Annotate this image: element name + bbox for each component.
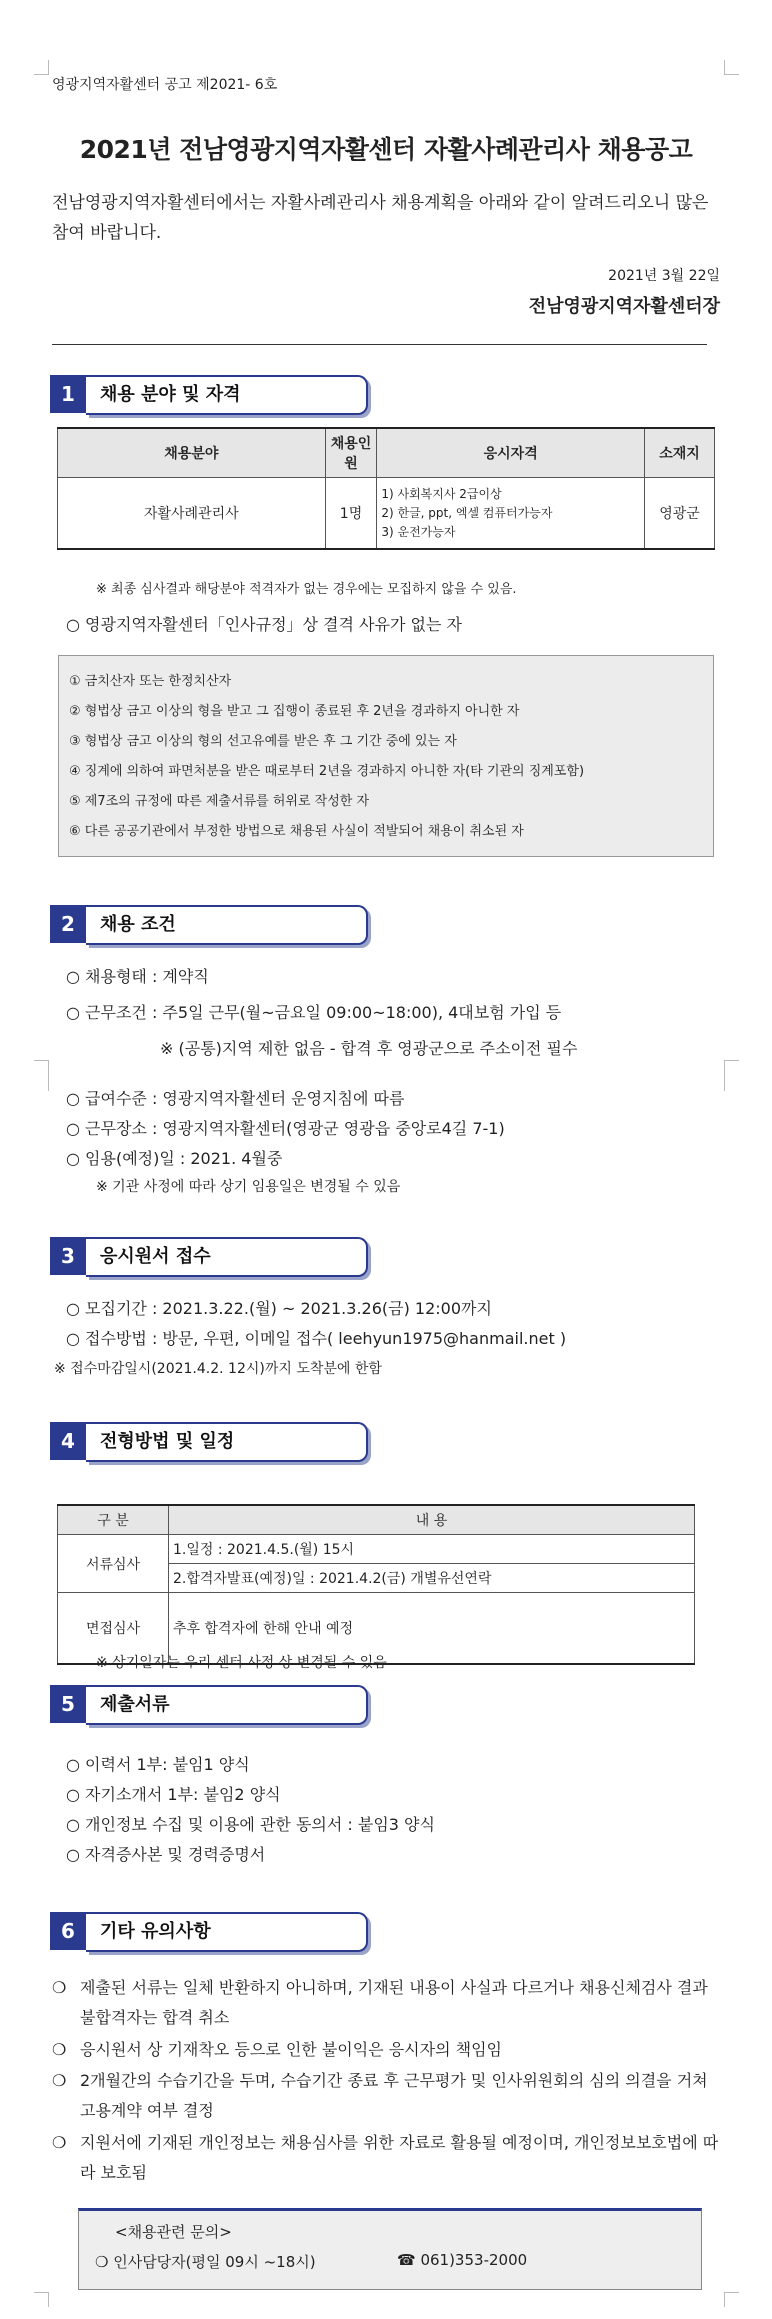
cell-category: 면접심사 bbox=[58, 1593, 169, 1665]
crop-mark bbox=[34, 1060, 49, 1091]
table-row bbox=[58, 1535, 695, 1564]
notice-text: 2개월간의 수습기간을 두며, 수습기간 종료 후 근무평가 및 인사위원회의 심의 의결을 거쳐 고용계약 여부 결정 bbox=[80, 2071, 708, 2120]
contact-person: ❍ 인사담당자(평일 09시 ~18시) bbox=[95, 2253, 316, 2271]
col-location: 소재지 bbox=[645, 428, 715, 478]
section-title-bar bbox=[86, 375, 368, 415]
region-note: ※ (공통)지역 제한 없음 - 합격 후 영광군으로 주소이전 필수 bbox=[160, 1039, 578, 1058]
deadline-note: ※ 접수마감일시(2021.4.2. 12시)까지 도착분에 한함 bbox=[54, 1361, 382, 1377]
list-item: ⑤ 제7조의 규정에 따른 제출서류를 허위로 작성한 자 bbox=[69, 794, 370, 809]
list-item: ① 금치산자 또는 한정치산자 bbox=[69, 674, 232, 689]
section-header-3 bbox=[50, 1237, 370, 1275]
notice-date: 2021년 3월 22일 bbox=[608, 268, 720, 284]
section-title: 채용 분야 및 자격 bbox=[100, 384, 241, 405]
page-title: 2021년 전남영광지역자활센터 자활사례관리사 채용공고 bbox=[79, 135, 693, 164]
application-period: ○ 모집기간 : 2021.3.22.(월) ~ 2021.3.26(금) 12:00까지 bbox=[66, 1299, 492, 1318]
list-item bbox=[52, 1973, 724, 2033]
cell-location: 영광군 bbox=[645, 478, 715, 550]
list-item: ④ 징계에 의하여 파면처분을 받은 때로부터 2년을 경과하지 아니한 자(타 기관의 징계포함) bbox=[69, 764, 585, 779]
qualification-item: 3) 운전가능자 bbox=[381, 524, 456, 539]
crop-mark bbox=[34, 2292, 49, 2307]
cell-content: 추후 합격자에 한해 안내 예정 bbox=[169, 1593, 695, 1665]
qualification-item: 2) 한글, ppt, 엑셀 컴퓨터가능자 bbox=[381, 505, 553, 520]
cell-category: 서류심사 bbox=[58, 1535, 169, 1593]
work-location: ○ 근무장소 : 영광지역자활센터(영광군 영광읍 중앙로4길 7-1) bbox=[66, 1119, 505, 1138]
phone-number: ☎ 061)353-2000 bbox=[397, 2251, 528, 2269]
salary-level: ○ 급여수준 : 영광지역자활센터 운영지침에 따름 bbox=[66, 1089, 405, 1108]
cell-field: 자활사례관리사 bbox=[58, 478, 326, 550]
notice-text: 지원서에 기재된 개인정보는 채용심사를 위한 자료로 활용될 예정이며, 개인정보보호법에 따라 보호됨 bbox=[80, 2133, 719, 2182]
cell-qualifications bbox=[377, 478, 645, 550]
contact-title: <채용관련 문의> bbox=[115, 2223, 232, 2241]
list-item bbox=[52, 2128, 724, 2188]
issuer: 전남영광지역자활센터장 bbox=[528, 296, 720, 317]
bullet-icon: ❍ bbox=[52, 1978, 67, 1997]
cell-content: 1.일정 : 2021.4.5.(월) 15시 bbox=[169, 1535, 695, 1564]
section-number: 4 bbox=[50, 1422, 86, 1460]
section-title-bar bbox=[86, 1685, 368, 1725]
schedule-note: ※ 상기일자는 우리 센터 사정 상 변경될 수 있음 bbox=[96, 1655, 387, 1671]
list-item: ⑥ 다른 공공기관에서 부정한 방법으로 채용된 사실이 적발되어 채용이 취소된 자 bbox=[69, 824, 524, 839]
cell-content: 2.합격자발표(예정)일 : 2021.4.2(금) 개별유선연락 bbox=[169, 1564, 695, 1593]
col-qualification: 응시자격 bbox=[377, 428, 645, 478]
cell-count: 1명 bbox=[325, 478, 377, 550]
section-number: 3 bbox=[50, 1237, 86, 1275]
crop-mark bbox=[724, 60, 739, 75]
section-title: 응시원서 접수 bbox=[100, 1246, 211, 1267]
section-number: 6 bbox=[50, 1912, 86, 1950]
list-item: ○ 자기소개서 1부: 붙임2 양식 bbox=[66, 1785, 281, 1804]
qualification-item: 1) 사회복지사 2급이상 bbox=[381, 486, 502, 501]
table-row bbox=[58, 478, 715, 550]
col-content: 내 용 bbox=[169, 1505, 695, 1535]
section-title-bar bbox=[86, 1422, 368, 1462]
list-item: ○ 자격증사본 및 경력증명서 bbox=[66, 1845, 266, 1864]
section-title-bar bbox=[86, 1912, 368, 1952]
bullet-icon: ❍ bbox=[52, 2040, 67, 2059]
crop-mark bbox=[34, 60, 49, 75]
section-title: 제출서류 bbox=[100, 1694, 170, 1715]
list-item: ③ 형법상 금고 이상의 형의 선고유예를 받은 후 그 기간 중에 있는 자 bbox=[69, 734, 457, 749]
notice-text: 응시원서 상 기재착오 등으로 인한 불이익은 응시자의 책임임 bbox=[80, 2040, 503, 2059]
crop-mark bbox=[724, 2292, 739, 2307]
section-number: 5 bbox=[50, 1685, 86, 1723]
appointment-date: ○ 임용(예정)일 : 2021. 4월중 bbox=[66, 1149, 283, 1168]
section-header-2 bbox=[50, 905, 370, 943]
section-header-5 bbox=[50, 1685, 370, 1723]
section-title: 기타 유의사항 bbox=[100, 1921, 211, 1942]
disqualification-title: ○ 영광지역자활센터「인사규정」상 결격 사유가 없는 자 bbox=[66, 615, 462, 634]
crop-mark bbox=[724, 1060, 739, 1091]
notice-text: 제출된 서류는 일체 반환하지 아니하며, 기재된 내용이 사실과 다르거나 채용신체검사 결과 불합격자는 합격 취소 bbox=[80, 1978, 708, 2027]
col-field: 채용분야 bbox=[58, 428, 326, 478]
section-title: 채용 조건 bbox=[100, 914, 176, 935]
section-number: 2 bbox=[50, 905, 86, 943]
contact-box bbox=[78, 2208, 702, 2290]
section-header-1 bbox=[50, 375, 370, 413]
working-conditions: ○ 근무조건 : 주5일 근무(월~금요일 09:00~18:00), 4대보험 가입 등 bbox=[66, 1003, 562, 1022]
section-title-bar bbox=[86, 905, 368, 945]
section-number: 1 bbox=[50, 375, 86, 413]
disqualification-box bbox=[58, 655, 714, 857]
selection-note: ※ 최종 심사결과 해당분야 적격자가 없는 경우에는 모집하지 않을 수 있음. bbox=[96, 582, 517, 597]
section-header-4 bbox=[50, 1422, 370, 1460]
section-header-6 bbox=[50, 1912, 370, 1950]
application-method: ○ 접수방법 : 방문, 우편, 이메일 접수( leehyun1975@hanmail.net ) bbox=[66, 1329, 567, 1348]
schedule-table bbox=[57, 1504, 695, 1665]
col-count: 채용인원 bbox=[325, 428, 377, 478]
appointment-note: ※ 기관 사정에 따라 상기 임용일은 변경될 수 있음 bbox=[96, 1179, 401, 1195]
section-title-bar bbox=[86, 1237, 368, 1277]
table-header-row bbox=[58, 1505, 695, 1535]
list-item bbox=[52, 2066, 724, 2126]
list-item: ○ 개인정보 수집 및 이용에 관한 동의서 : 붙임3 양식 bbox=[66, 1815, 435, 1834]
bullet-icon: ❍ bbox=[52, 2071, 67, 2090]
bullet-icon: ❍ bbox=[52, 2133, 67, 2152]
table-header-row bbox=[58, 428, 715, 478]
employment-type: ○ 채용형태 : 계약직 bbox=[66, 967, 209, 986]
recruitment-table bbox=[57, 427, 715, 550]
divider bbox=[52, 344, 707, 345]
list-item: ○ 이력서 1부: 붙임1 양식 bbox=[66, 1755, 250, 1774]
section-title: 전형방법 및 일정 bbox=[100, 1431, 235, 1452]
notice-number: 영광지역자활센터 공고 제2021- 6호 bbox=[52, 77, 278, 93]
intro-text: 전남영광지역자활센터에서는 자활사례관리사 채용계획을 아래와 같이 알려드리오니 많은 참여 바랍니다. bbox=[52, 193, 709, 243]
list-item bbox=[52, 2035, 724, 2065]
col-category: 구 분 bbox=[58, 1505, 169, 1535]
list-item: ② 형법상 금고 이상의 형을 받고 그 집행이 종료된 후 2년을 경과하지 아니한 자 bbox=[69, 704, 520, 719]
